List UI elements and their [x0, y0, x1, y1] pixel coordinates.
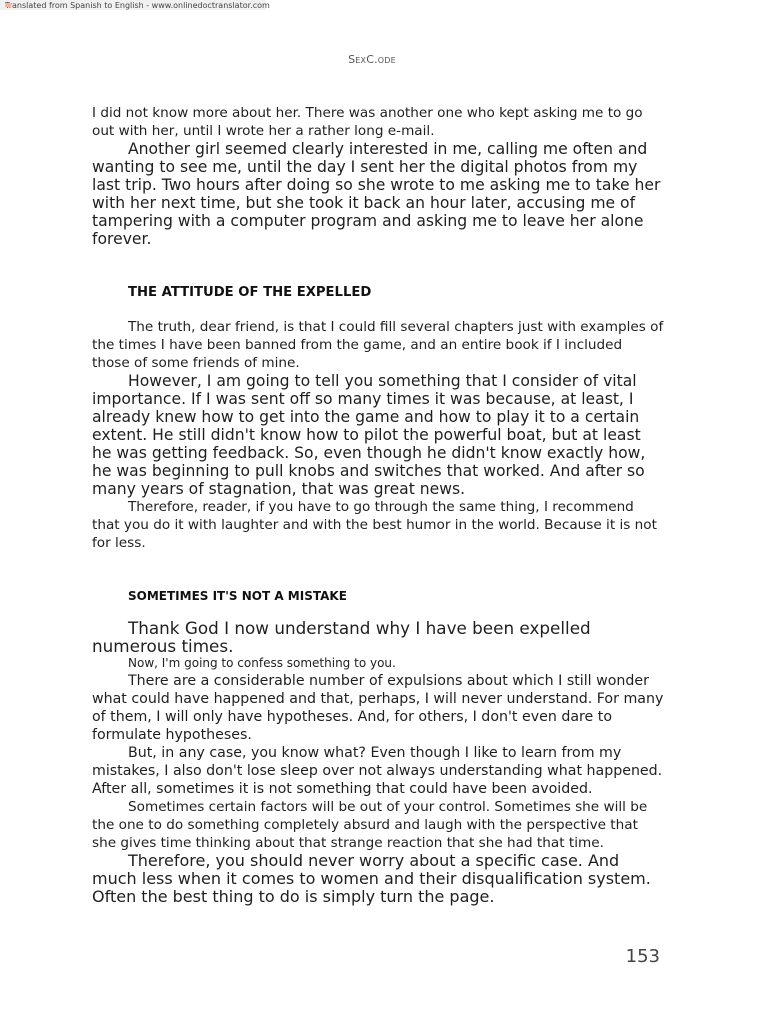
translator-banner-text: Translated from Spanish to English - www.onlinedoctranslator.com [5, 0, 270, 10]
paragraph: Now, I'm going to confess something to you. [128, 656, 396, 670]
running-header: SexC.ode [348, 53, 396, 66]
paragraph: Thank God I now understand why I have been expelled numerous times. [92, 618, 591, 656]
paragraph: Sometimes certain factors will be out of your control. Sometimes she will be the one to do something completely absurd and laugh with the perspective that she gives time thinking about that strange reaction that she had that time. [92, 799, 648, 851]
translator-banner[interactable] [0, 0, 270, 10]
section-heading: THE ATTITUDE OF THE EXPELLED [128, 285, 372, 300]
paragraph: Therefore, you should never worry about a specific case. And much less when it comes to women and their disqualification system. Often the best thing to do is simply turn the page. [92, 851, 651, 906]
paragraph: There are a considerable number of expulsions about which I still wonder what could have happened and that, perhaps, I will never understand. For many of them, I will only have hypotheses. And, for others, I don't even dare to formulate hypotheses. [92, 673, 664, 743]
paragraph: Therefore, reader, if you have to go through the same thing, I recommend that you do it with laughter and with the best humor in the world. Because it is not for less. [92, 499, 657, 551]
paragraph: The truth, dear friend, is that I could fill several chapters just with examples of the times I have been banned from the game, and an entire book if I included those of some friends of mine. [92, 319, 664, 371]
paragraph: But, in any case, you know what? Even though I like to learn from my mistakes, I also don't lose sleep over not always understanding what happened. After all, sometimes it is not something that could have been avoided. [92, 745, 663, 797]
page-body [92, 104, 664, 906]
paragraph: However, I am going to tell you something that I consider of vital importance. If I was sent off so many times it was because, at least, I already knew how to get into the game and how to play it to a certain extent. He still didn't know how to pilot the powerful boat, but at least he was getting feedback. So, even though he didn't know exactly how, he was beginning to pull knobs and switches that worked. And after so many years of stagnation, that was great news. [92, 372, 646, 498]
paragraph: I did not know more about her. There was another one who kept asking me to go out with her, until I wrote her a rather long e-mail. [92, 105, 643, 139]
page-number: 153 [625, 946, 660, 967]
paragraph: Another girl seemed clearly interested in me, calling me often and wanting to see me, until the day I sent her the digital photos from my last trip. Two hours after doing so she wrote to me asking me to take her with her next time, but she took it back an hour later, accusing me of tampering with a computer program and asking me to leave her alone forever. [92, 140, 661, 248]
section-heading: SOMETIMES IT'S NOT A MISTAKE [128, 589, 347, 603]
